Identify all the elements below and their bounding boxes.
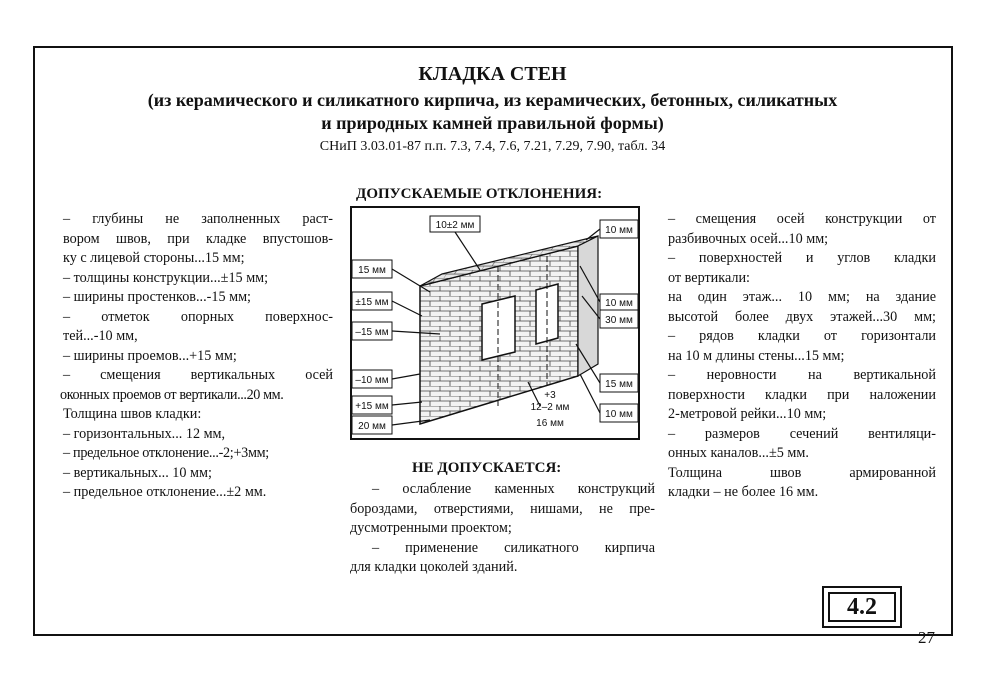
left-line: вором швов, при кладке впустошов- <box>63 230 333 247</box>
middle-column <box>350 480 655 578</box>
fig-label-width: 16 мм <box>536 418 564 429</box>
fig-label-right: 10 мм <box>605 298 633 309</box>
fig-label-left: 20 мм <box>358 421 386 432</box>
fig-label-joint: 12–2 мм <box>530 402 570 413</box>
left-line: тей...-10 мм, <box>63 328 138 344</box>
right-line: – размеров сечений вентиляци- <box>668 425 936 442</box>
middle-line: бороздами, отверстиями, нишами, не пре- <box>350 500 655 517</box>
fig-label-plus: +3 <box>544 390 556 401</box>
middle-line: для кладки цоколей зданий. <box>350 559 518 575</box>
right-line: разбивочных осей...10 мм; <box>668 230 829 247</box>
fig-label-top: 10±2 мм <box>435 220 475 231</box>
left-line: – толщины конструкции...±15 мм; <box>63 269 269 286</box>
right-line: кладки – не более 16 мм. <box>668 484 819 500</box>
left-line: – ширины проемов...+15 мм; <box>63 347 237 364</box>
wall-masonry-diagram <box>350 206 640 440</box>
left-line: – горизонтальных... 12 мм, <box>63 425 226 442</box>
right-line: поверхности кладки при наложении <box>668 386 936 403</box>
subtitle-line-1: (из керамического и силикатного кирпича, из керамических, бетонных, силикатных <box>147 90 838 110</box>
right-line: на один этаж... 10 мм; на здание <box>668 289 936 305</box>
right-line: на 10 м длины стены...15 мм; <box>668 347 845 364</box>
fig-label-left: 15 мм <box>358 265 386 276</box>
page-title: КЛАДКА СТЕН <box>418 63 567 85</box>
right-line: – поверхностей и углов кладки <box>668 250 936 266</box>
left-line: – глубины не заполненных раст- <box>63 211 333 227</box>
middle-line: – ослабление каменных конструкций <box>372 481 655 497</box>
left-column <box>60 210 333 503</box>
left-line: – смещения вертикальных осей <box>63 367 333 383</box>
right-line: от вертикали: <box>668 269 750 286</box>
subtitle-line-2: и природных камней правильной формы) <box>321 113 664 133</box>
right-line: – рядов кладки от горизонтали <box>668 328 936 344</box>
fig-label-right: 15 мм <box>605 379 633 390</box>
right-column <box>668 210 936 503</box>
left-line: – отметок опорных поверхнос- <box>63 308 333 325</box>
left-line: оконных проемов от вертикали...20 мм. <box>60 386 284 403</box>
fig-label-left: –15 мм <box>355 327 389 338</box>
fig-label-left: +15 мм <box>355 401 389 412</box>
fig-label-right: 10 мм <box>605 409 633 420</box>
allowed-deviations-heading: ДОПУСКАЕМЫЕ ОТКЛОНЕНИЯ: <box>356 186 603 202</box>
left-line: – вертикальных... 10 мм; <box>63 464 212 481</box>
right-line: онных каналов...±5 мм. <box>668 445 809 461</box>
right-line: – неровности на вертикальной <box>668 367 936 383</box>
norm-reference: СНиП 3.03.01-87 п.п. 7.3, 7.4, 7.6, 7.21, 7.29, 7.90, табл. 34 <box>319 139 666 154</box>
not-allowed-heading: НЕ ДОПУСКАЕТСЯ: <box>412 460 562 476</box>
left-line: – предельное отклонение...±2 мм. <box>63 484 267 500</box>
section-number-badge <box>822 586 902 628</box>
middle-line: дусмотренными проектом; <box>350 520 512 536</box>
left-line: – предельное отклонение...-2;+3мм; <box>63 445 269 461</box>
left-line: – ширины простенков...-15 мм; <box>63 289 251 305</box>
right-line: 2-метровой рейки...10 мм; <box>668 406 827 422</box>
fig-label-left: ±15 мм <box>355 297 389 308</box>
fig-label-left: –10 мм <box>355 375 389 386</box>
left-line: Толщина швов кладки: <box>63 406 202 422</box>
middle-line: – применение силикатного кирпича <box>372 539 655 556</box>
right-line: Толщина швов армированной <box>668 464 936 481</box>
left-line: ку с лицевой стороны...15 мм; <box>63 250 245 266</box>
section-number: 4.2 <box>828 592 896 622</box>
fig-label-right: 10 мм <box>605 225 633 236</box>
right-line: – смещения осей конструкции от <box>668 211 936 227</box>
page-number: 27 <box>918 628 935 647</box>
fig-label-right: 30 мм <box>605 315 633 326</box>
right-line: высотой более двух этажей...30 мм; <box>668 308 936 325</box>
